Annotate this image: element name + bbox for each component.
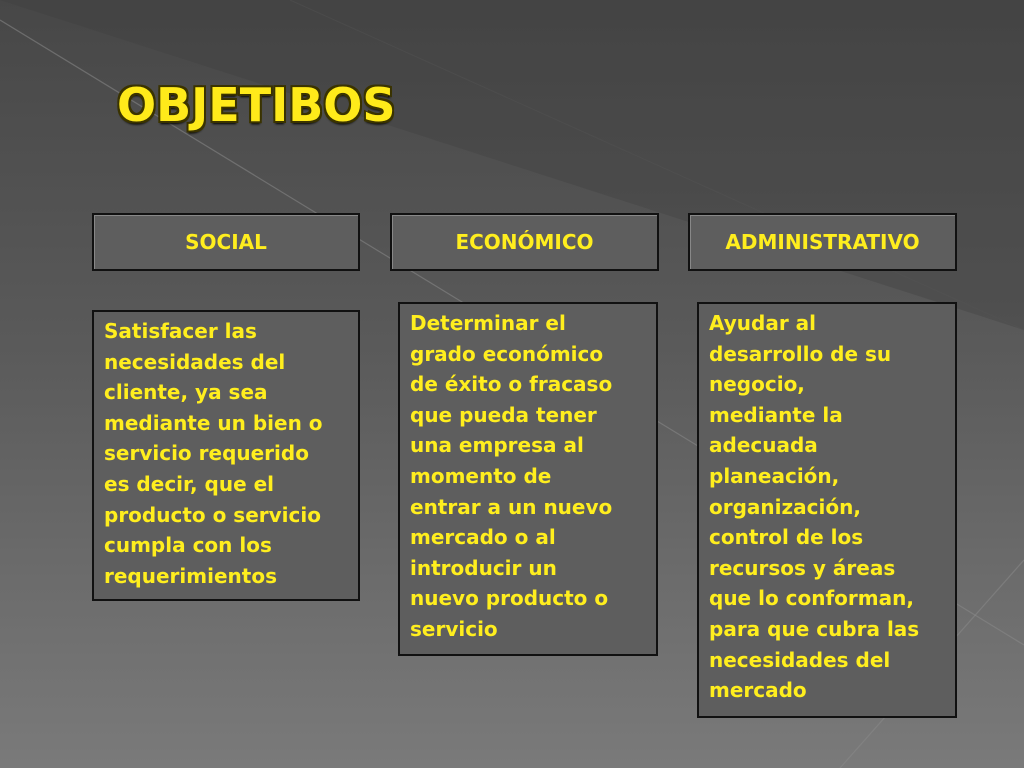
header-social: SOCIAL	[92, 213, 360, 271]
description-economico	[398, 302, 658, 656]
description-administrativo	[697, 302, 957, 718]
slide-title: OBJETIBOS	[117, 78, 396, 132]
description-social	[92, 310, 360, 601]
description-administrativo-text: Ayudar al desarrollo de su negocio, mediante la adecuada planeación, organización, control de los recursos y áreas que lo conforman, para que cubra las necesidades del mercado	[709, 311, 920, 703]
description-economico-text: Determinar el grado económico de éxito o fracaso que pueda tener una empresa al momento de entrar a un nuevo mercado o al introducir un nuevo producto o servicio	[410, 311, 613, 641]
description-social-text: Satisfacer las necesidades del cliente, ya sea mediante un bien o servicio requerido es decir, que el producto o servicio cumpla con los requerimientos	[104, 319, 323, 588]
header-administrativo: ADMINISTRATIVO	[688, 213, 957, 271]
header-economico: ECONÓMICO	[390, 213, 659, 271]
